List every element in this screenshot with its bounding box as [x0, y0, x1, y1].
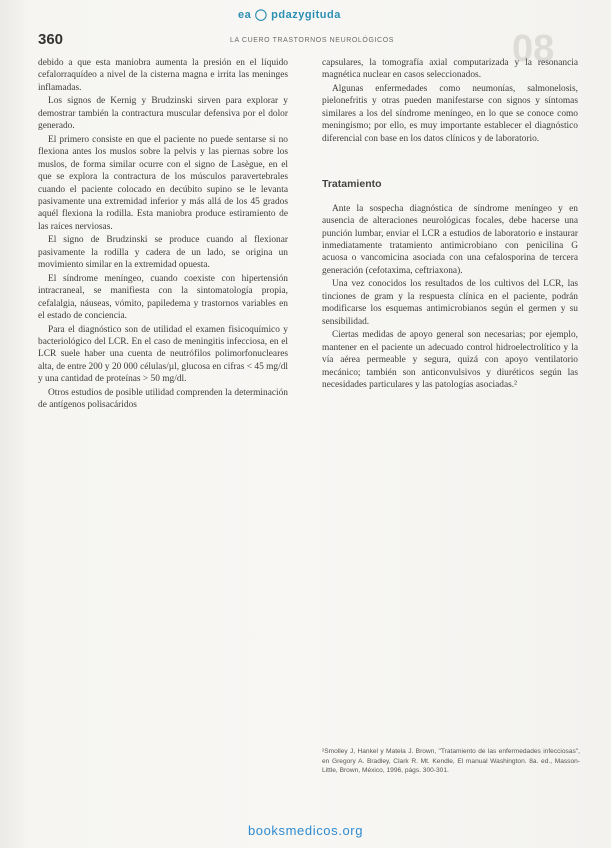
paragraph: Ante la sospecha diagnóstica de síndrome meníngeo y en ausencia de alteraciones neurológicas focales, debe hacerse una punción lumbar, enviar el LCR a estudios de laboratorio e instaurar inmediatamente tratamiento antimicrobiano con penicilina G acuosa o vancomicina asociada con una cefalosporina de tercera generación (cefotaxima, ceftriaxona). — [322, 203, 578, 276]
paragraph: El primero consiste en que el paciente no puede sentarse si no flexiona antes los muslos sobre la pelvis y las piernas sobre los muslos, de forma similar ocurre con el signo de Lasègue, en el que se explora la contractura de los músculos paravertebrales cuando el paciente colocado en decúbito supino se le levanta pasivamente una extremidad inferior y más allá de los 45 grados aquél flexiona la rodilla. Esta maniobra produce estiramiento de las raíces nerviosas. — [38, 134, 288, 232]
library-stamp: ea ◯ pdazygituda — [238, 9, 341, 21]
footnote: ²Smolley J, Hankel y Matela J. Brown, "Tratamiento de las enfermedades infecciosas", en Gregory A. Bradley, Clark R. Mt. Kendle, El manual Washington. 8a. ed., Masson-Little, Brown, México, 1996, págs. 300-301. — [322, 748, 580, 775]
paragraph: Algunas enfermedades como neumonías, salmonelosis, pielonefritis y otras pueden manifestarse con signos y síntomas similares a los del síndrome meníngeo, en lo que se conoce como meningismo; por ello, es muy importante establecer el diagnóstico diferencial con base en los datos clínicos y de laboratorio. — [322, 83, 578, 144]
paragraph: Ciertas medidas de apoyo general son necesarias; por ejemplo, mantener en el paciente un adecuado control hidroelectrolítico y la vía aérea permeable y segura, quizá con apoyo ventilatorio mecánico; también son anticonvulsivos y diuréticos según las necesidades particulares y las patologías asociadas.² — [322, 330, 578, 390]
paragraph: El signo de Brudzinski se produce cuando al flexionar pasivamente la rodilla y cadera de un lado, se origina un movimiento similar en la extremidad opuesta. — [38, 235, 288, 271]
page-number: 360 — [38, 31, 64, 48]
section-heading: Tratamiento — [322, 178, 382, 191]
paragraph: debido a que esta maniobra aumenta la presión en el líquido cefalorraquídeo a nivel de la cisterna magna e irrita las meninges inflamadas. — [38, 58, 288, 93]
paragraph: Los signos de Kernig y Brudzinski sirven para explorar y demostrar también la contractura muscular defensiva por el dolor generado. — [38, 96, 288, 132]
running-head: LA CUERO TRASTORNOS NEUROLÓGICOS — [230, 37, 395, 44]
paragraph: Una vez conocidos los resultados de los cultivos del LCR, las tinciones de gram y la respuesta clínica en el paciente, podrán modificarse los esquemas antimicrobianos según el germen y su sensibilidad. — [322, 279, 578, 327]
paragraph: capsulares, la tomografía axial computarizada y la resonancia magnética nuclear en casos seleccionados. — [322, 58, 578, 81]
right-column — [322, 57, 578, 392]
show-through-mark: 08 — [512, 28, 555, 70]
left-column — [38, 57, 288, 413]
paragraph: Otros estudios de posible utilidad comprenden la determinación de antígenos polisacáridos — [38, 387, 288, 411]
paragraph: Para el diagnóstico son de utilidad el examen fisicoquímico y bacteriológico del LCR. En el caso de meningitis infecciosa, en el LCR suele haber una cuenta de neutrófilos polimorfonucleares alta, de entre 200 y 20 000 células/µl, glucosa en cifras < 45 mg/dl y una cantidad de proteínas > 50 mg/dl. — [38, 324, 288, 385]
paragraph: El síndrome meníngeo, cuando coexiste con hipertensión intracraneal, se manifiesta con la sintomatología propia, cefalalgia, náuseas, vómito, papiledema y trastornos variables en el estado de conciencia. — [38, 273, 288, 322]
source-watermark: booksmedicos.org — [247, 823, 364, 838]
